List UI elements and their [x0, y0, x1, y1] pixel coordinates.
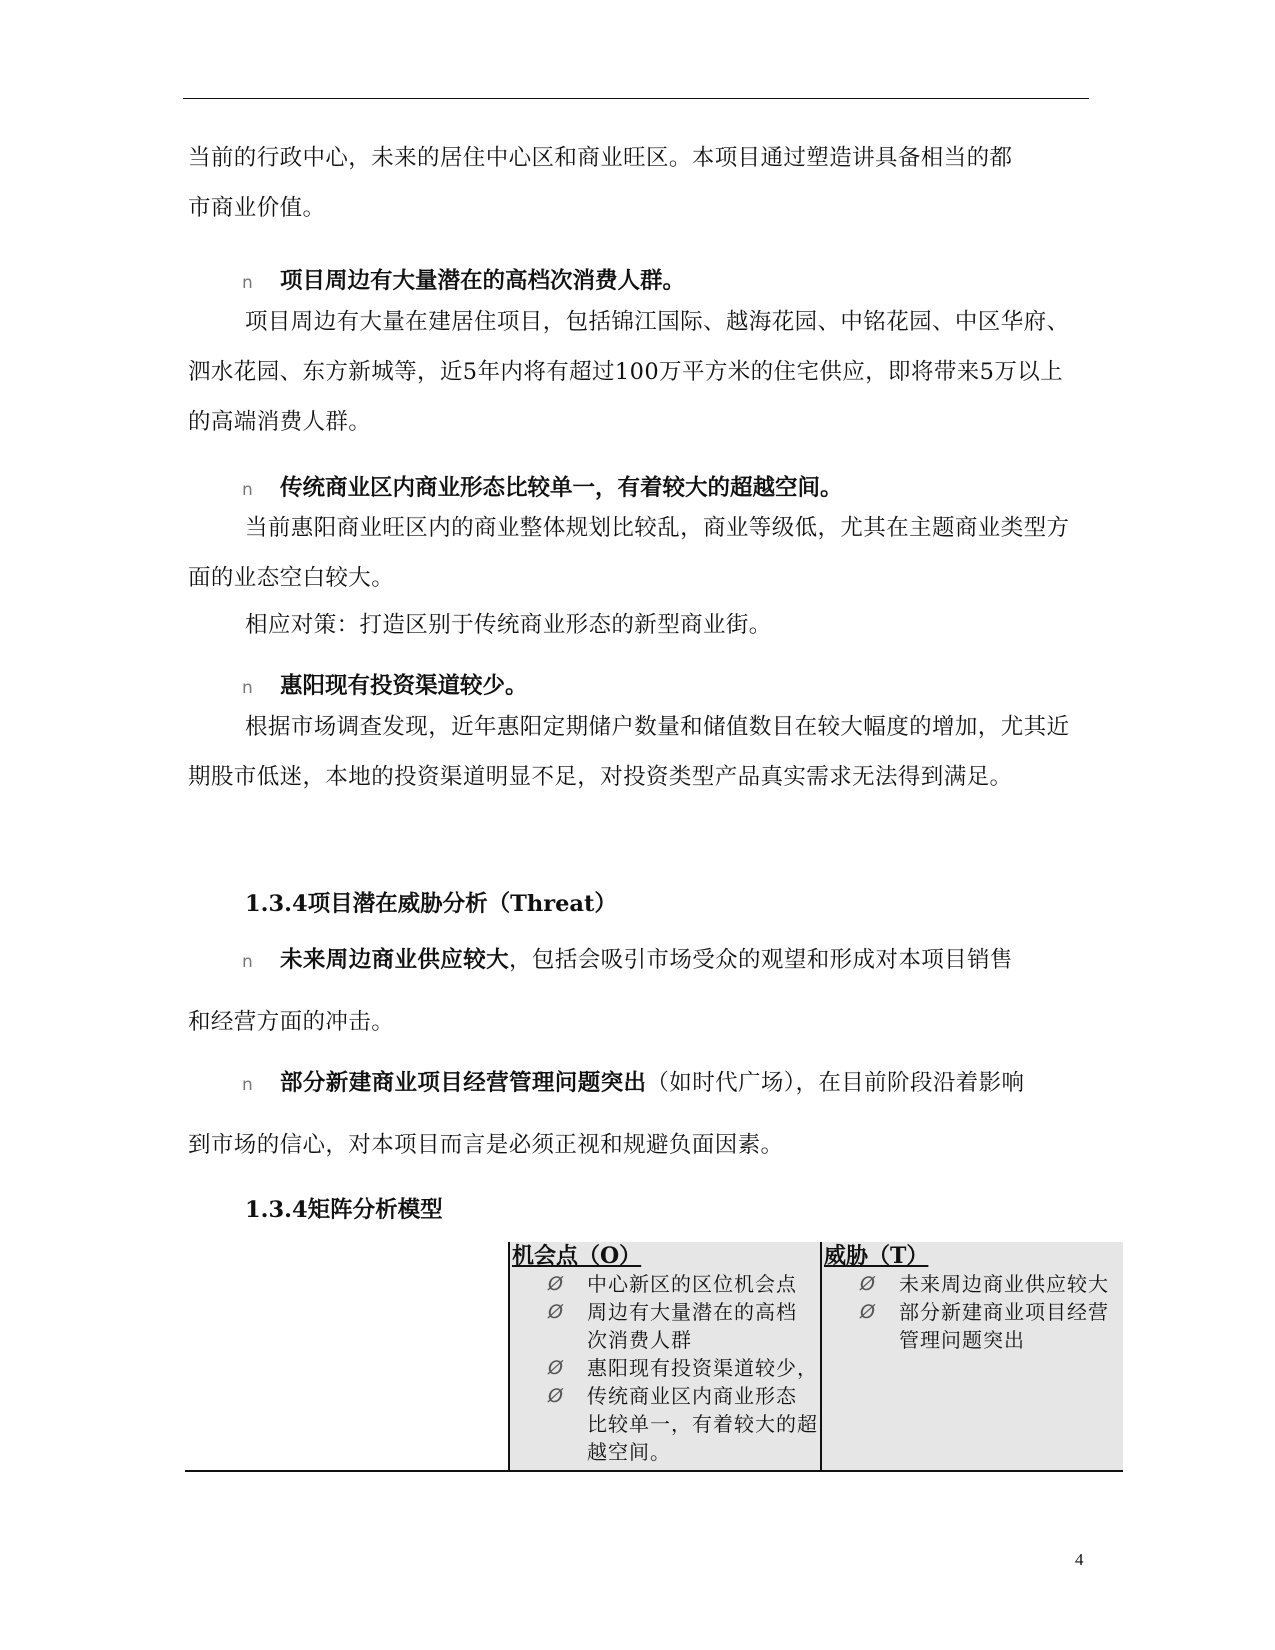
table-bottom-rule [185, 1470, 1123, 1472]
opportunity-list-item: Ø 惠阳现有投资渠道较少， [548, 1356, 818, 1380]
bullet-marker-icon: n [242, 480, 253, 500]
opportunity-strategy-2: 相应对策：打造区别于传统商业形态的新型商业街。 [245, 612, 772, 638]
threat-item-2: n 部分新建商业项目经营管理问题突出（如时代广场），在目前阶段沿着影响 [188, 1058, 1084, 1110]
opportunity-heading-2: n 传统商业区内商业形态比较单一，有着较大的超越空间。 [242, 473, 843, 505]
matrix-section-title: 1.3.4矩阵分析模型 [245, 1197, 443, 1223]
opportunity-body-3: 根据市场调查发现，近年惠阳定期储户数量和储值数目在较大幅度的增加，尤其近期股市低迷，本地的投资渠道明显不足，对投资类型产品真实需求无法得到满足。 [188, 714, 1070, 790]
opportunity-column-title: 机会点（O） [512, 1243, 642, 1269]
item-marker-icon: Ø [548, 1385, 564, 1407]
threat-item-1: n 未来周边商业供应较大，包括会吸引市场受众的观望和形成对本项目销售 [188, 935, 1084, 987]
opportunity-body-2: 当前惠阳商业旺区内的商业整体规划比较乱，商业等级低，尤其在主题商业类型方面的业态空白较大。 [188, 515, 1070, 591]
threat-item-2-cont: 到市场的信心，对本项目而言是必须正视和规避负面因素。 [188, 1132, 784, 1158]
opportunity-body-1: 项目周边有大量在建居住项目，包括锦江国际、越海花园、中铭花园、中区华府、泗水花园、东方新城等，近5年内将有超过100万平方米的住宅供应，即将带来5万以上的高端消费人群。 [188, 309, 1070, 435]
threat-item-1-cont: 和经营方面的冲击。 [188, 1009, 395, 1035]
item-marker-icon: Ø [860, 1301, 876, 1323]
bullet-marker-icon: n [242, 1075, 254, 1095]
threat-list-item: Ø 未来周边商业供应较大 [860, 1272, 1109, 1296]
header-rule [183, 98, 1089, 99]
intro-line-1: 当前的行政中心，未来的居住中心区和商业旺区。本项目通过塑造讲具备相当的都 [188, 145, 1013, 171]
threat-list-item: Ø 部分新建商业项目经营 管理问题突出 [860, 1300, 1109, 1352]
page-number: 4 [1075, 1550, 1084, 1569]
item-marker-icon: Ø [548, 1357, 564, 1379]
opportunity-list-item: Ø 周边有大量潜在的高档 次消费人群 [548, 1300, 797, 1352]
bullet-marker-icon: n [242, 678, 253, 698]
opportunity-column [508, 1242, 822, 1470]
opportunity-list-item: Ø 中心新区的区位机会点 [548, 1272, 797, 1296]
item-marker-icon: Ø [548, 1273, 564, 1295]
intro-line-2: 市商业价值。 [188, 195, 326, 221]
item-marker-icon: Ø [860, 1273, 876, 1295]
item-marker-icon: Ø [548, 1301, 564, 1323]
bullet-marker-icon: n [242, 273, 253, 293]
opportunity-heading-3: n 惠阳现有投资渠道较少。 [242, 671, 528, 703]
swot-matrix-table [185, 1242, 1123, 1474]
threat-section-title: 1.3.4项目潜在威胁分析（Threat） [245, 891, 617, 917]
threat-column [822, 1242, 1123, 1470]
opportunity-list [510, 1270, 820, 1466]
bullet-marker-icon: n [242, 952, 254, 972]
opportunity-heading-1: n 项目周边有大量潜在的高档次消费人群。 [242, 266, 685, 298]
opportunity-list-item: Ø 传统商业区内商业形态 比较单一，有着较大的超 越空间。 [548, 1384, 818, 1464]
threat-column-title: 威胁（T） [824, 1243, 929, 1269]
intro-paragraph [188, 133, 1084, 233]
threat-list [822, 1270, 1123, 1354]
